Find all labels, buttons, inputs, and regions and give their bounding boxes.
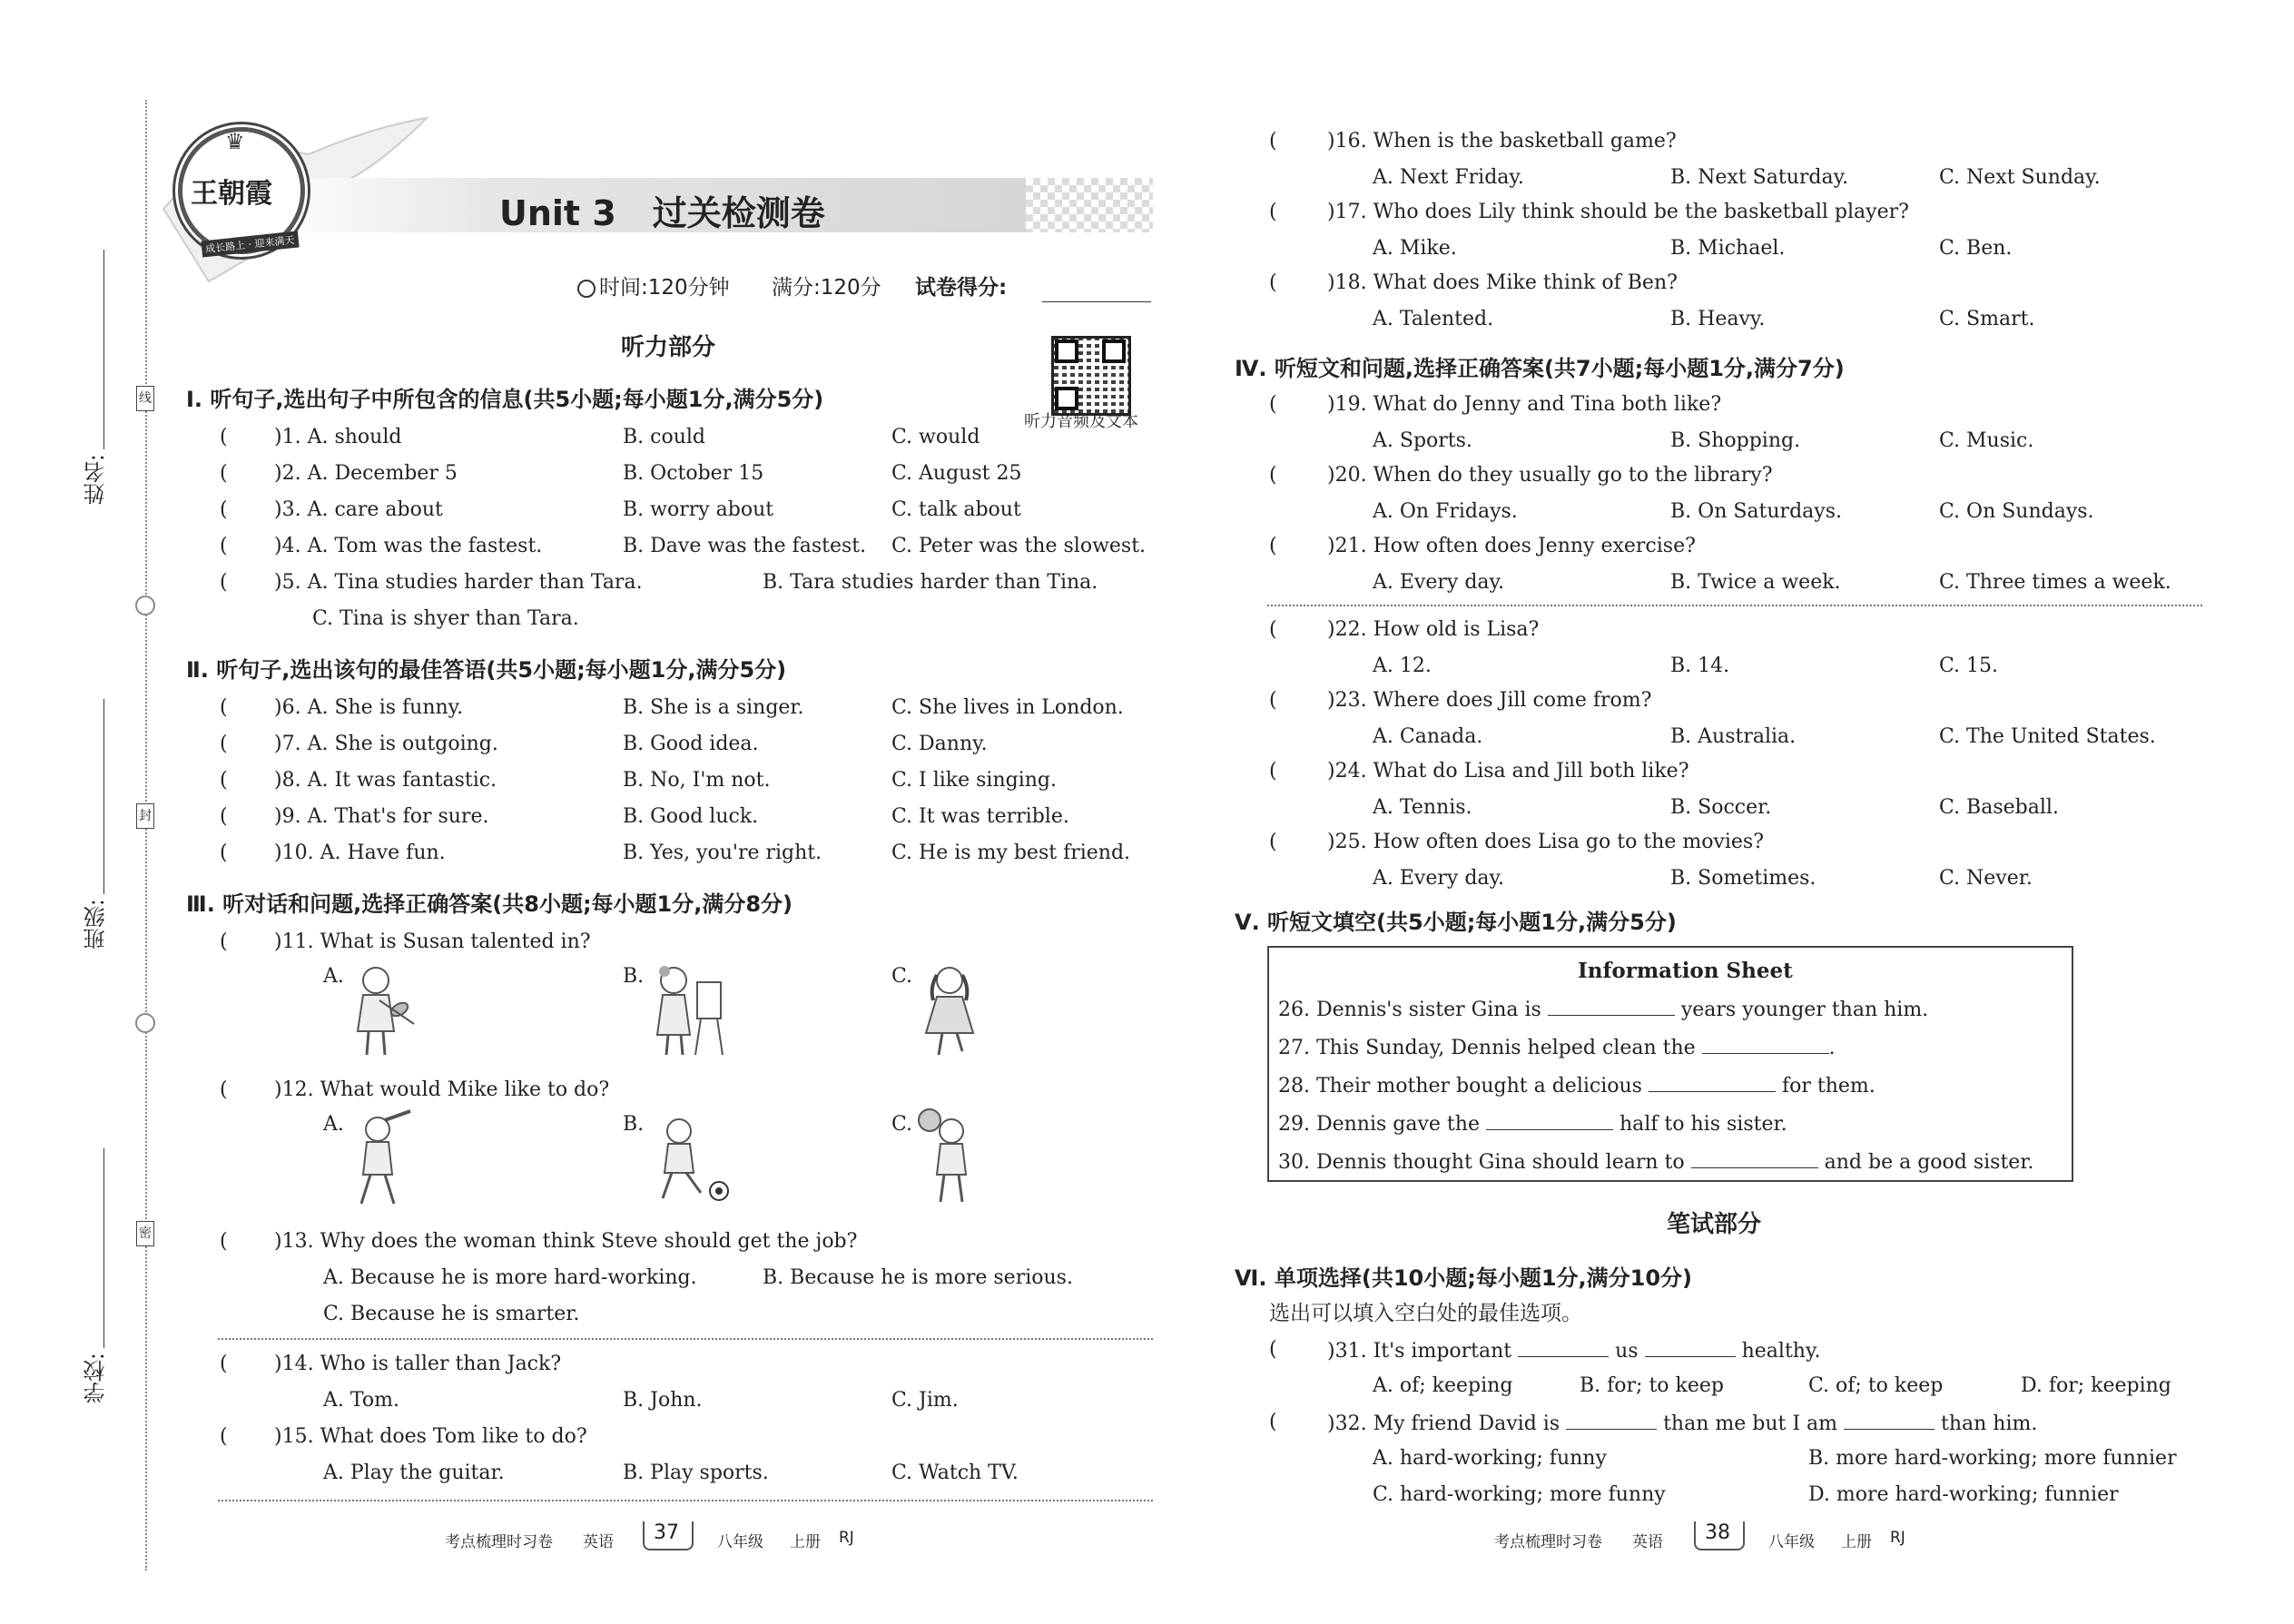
q32-option-a: A. hard-working; funny [1373,1447,1607,1470]
q8-option-b: B. No, I'm not. [623,769,771,792]
q20-option-c: C. On Sundays. [1939,500,2094,523]
q19-question: )19. What do Jenny and Tina both like? [1327,393,1722,416]
blank-27[interactable] [1702,1037,1829,1054]
qr-finder [1102,340,1126,363]
footer-book-left: 考点梳理时习卷 [445,1533,553,1551]
crown-icon: ♛ [225,129,245,154]
answer-paren[interactable]: ( [1269,201,1277,223]
footer-term-left: 上册 [790,1533,821,1551]
information-sheet-title: Information Sheet [1578,959,1793,983]
line26-start: 26. Dennis's sister Gina is [1278,999,1541,1021]
boy-baseball-icon [345,1109,418,1209]
school-blank[interactable] [103,1148,104,1348]
q25-option-c: C. Never. [1939,867,2033,890]
q8-option-c: C. I like singing. [891,769,1057,792]
section2-heading: Ⅱ. 听句子,选出该句的最佳答语(共5小题;每小题1分,满分5分) [186,657,787,683]
answer-paren[interactable]: ( [220,1230,228,1253]
q7-option-c: C. Danny. [891,733,988,755]
q1-option-c: C. would [891,426,980,448]
q16-option-c: C. Next Sunday. [1939,166,2101,189]
line27-start: 27. This Sunday, Dennis helped clean the [1278,1037,1696,1059]
boy-basketball-icon [913,1106,986,1206]
q32-option-d: D. more hard-working; funnier [1808,1483,2119,1506]
unit-subtitle: 过关检测卷 [652,193,825,233]
q6-option-b: B. She is a singer. [623,696,804,719]
q32-option-b: B. more hard-working; more funnier [1808,1447,2177,1470]
q3-option-b: B. worry about [623,498,774,521]
q21-option-b: B. Twice a week. [1670,571,1841,594]
footer-grade-left: 八年级 [717,1533,763,1551]
q18-option-c: C. Smart. [1939,308,2035,330]
page-number-right: 38 [1705,1521,1730,1544]
q3-option-c: C. talk about [891,498,1021,521]
q2-option-c: C. August 25 [891,462,1022,485]
q16-question: )16. When is the basketball game? [1327,130,1677,153]
footer-subject-right: 英语 [1632,1533,1663,1551]
dotted-separator [218,1338,1153,1340]
q7-option-a: )7. A. She is outgoing. [274,733,498,755]
q18-option-a: A. Talented. [1373,308,1494,330]
line-mark-2: 封 [136,803,154,829]
answer-paren[interactable]: ( [220,1425,228,1448]
footer-grade-right: 八年级 [1768,1533,1815,1551]
q11-option-a[interactable]: A. [323,965,344,988]
q24-option-a: A. Tennis. [1373,796,1472,819]
q15-option-a: A. Play the guitar. [323,1462,505,1484]
blank-line-26 [1278,999,1928,1020]
line28-end: for them. [1781,1075,1876,1097]
q9-option-a: )9. A. That's for sure. [274,805,489,828]
q21-question: )21. How often does Jenny exercise? [1327,535,1696,557]
q19-option-a: A. Sports. [1373,429,1472,452]
footer-subject-left: 英语 [583,1533,614,1551]
q31-start: )31. It's important [1327,1340,1512,1363]
qr-caption: 听力音频及文本 [1024,412,1138,431]
blank-31-1[interactable] [1518,1340,1609,1357]
answer-paren[interactable]: ( [1269,831,1277,853]
writing-heading: 笔试部分 [1667,1211,1762,1238]
q13-option-b: B. Because he is more serious. [763,1266,1073,1289]
q19-option-c: C. Music. [1939,429,2034,452]
q20-question: )20. When do they usually go to the library? [1327,464,1773,487]
blank-28[interactable] [1649,1075,1776,1092]
answer-paren[interactable]: ( [1269,464,1277,487]
blank-29[interactable] [1486,1113,1613,1130]
qr-finder [1055,387,1078,410]
q7-option-b: B. Good idea. [623,733,759,755]
q31-option-d: D. for; keeping [2021,1374,2171,1397]
line30-end: and be a good sister. [1824,1151,2034,1174]
school-label: 学校: [84,1353,109,1404]
answer-paren[interactable]: ( [1269,393,1277,416]
q10-option-c: C. He is my best friend. [891,842,1131,864]
q22-option-a: A. 12. [1373,655,1432,677]
blank-31-2[interactable] [1645,1340,1736,1357]
answer-paren[interactable]: ( [220,426,228,448]
q32-end: than him. [1941,1412,2038,1435]
q23-option-b: B. Australia. [1670,725,1797,748]
q5-option-b: B. Tara studies harder than Tina. [763,571,1098,594]
answer-paren[interactable]: ( [220,769,228,792]
q2-option-a: )2. A. December 5 [274,462,458,485]
q23-option-a: A. Canada. [1373,725,1483,748]
q32-option-c: C. hard-working; more funny [1373,1483,1666,1506]
q1-option-b: B. could [623,426,706,448]
blank-line-30 [1278,1151,2033,1173]
line-mark-1: 线 [136,386,154,411]
q5-option-c: C. Tina is shyer than Tara. [312,607,579,630]
section3-heading: Ⅲ. 听对话和问题,选择正确答案(共8小题;每小题1分,满分8分) [186,891,793,917]
line27-end: . [1828,1037,1836,1059]
q11-option-c[interactable]: C. [891,965,913,988]
q6-option-a: )6. A. She is funny. [274,696,464,719]
answer-paren[interactable]: ( [220,571,228,594]
q20-option-b: B. On Saturdays. [1670,500,1842,523]
footer-term-right: 上册 [1841,1533,1872,1551]
q12-question: )12. What would Mike like to do? [274,1078,610,1101]
footer-edition-left: RJ [839,1529,854,1547]
q9-option-c: C. It was terrible. [891,805,1069,828]
q6-option-c: C. She lives in London. [891,696,1124,719]
q31-option-c: C. of; to keep [1808,1374,1944,1397]
q17-option-b: B. Michael. [1670,237,1786,260]
answer-paren[interactable]: ( [220,733,228,755]
q32-question [1327,1412,2037,1434]
q4-option-a: )4. A. Tom was the fastest. [274,535,543,557]
answer-paren[interactable]: ( [220,535,228,557]
class-blank[interactable] [103,699,104,894]
q17-question: )17. Who does Lily think should be the basketball player? [1327,201,1909,223]
q22-question: )22. How old is Lisa? [1327,618,1540,641]
q16-option-b: B. Next Saturday. [1670,166,1849,189]
answer-paren[interactable]: ( [220,1353,228,1375]
name-blank[interactable] [103,250,104,449]
answer-paren[interactable]: ( [220,462,228,485]
q25-question: )25. How often does Lisa go to the movies? [1327,831,1765,853]
q31-option-b: B. for; to keep [1580,1374,1724,1397]
answer-paren[interactable]: ( [1269,689,1277,712]
answer-paren[interactable]: ( [220,498,228,521]
q10-option-a: )10. A. Have fun. [274,842,446,864]
q8-option-a: )8. A. It was fantastic. [274,769,497,792]
q18-option-b: B. Heavy. [1670,308,1766,330]
q3-option-a: )3. A. care about [274,498,443,521]
section6-instruction: 选出可以填入空白处的最佳选项。 [1269,1302,1582,1325]
q17-option-a: A. Mike. [1373,237,1457,260]
answer-paren[interactable]: ( [1269,760,1277,782]
q31-mid: us [1615,1340,1639,1363]
q13-question: )13. Why does the woman think Steve should get the job? [274,1230,858,1253]
answer-paren[interactable]: ( [1269,1411,1277,1433]
q22-option-c: C. 15. [1939,655,1999,677]
section6-heading: Ⅵ. 单项选择(共10小题;每小题1分,满分10分) [1235,1265,1692,1291]
q4-option-c: C. Peter was the slowest. [891,535,1147,557]
answer-paren[interactable]: ( [1269,1338,1277,1361]
q21-option-c: C. Three times a week. [1939,571,2171,594]
blank-32-2[interactable] [1844,1412,1935,1430]
page-number-left: 37 [654,1521,679,1544]
answer-paren[interactable]: ( [1269,618,1277,641]
q31-question [1327,1340,1820,1362]
answer-paren[interactable]: ( [220,842,228,864]
girl-dancing-icon [913,960,986,1060]
q12-option-c[interactable]: C. [891,1113,913,1136]
q4-option-b: B. Dave was the fastest. [623,535,867,557]
brand-name: 王朝霞 [191,178,272,210]
q11-option-b[interactable]: B. [623,965,645,988]
q14-option-a: A. Tom. [323,1389,399,1412]
q15-option-b: B. Play sports. [623,1462,769,1484]
binding-circle-icon [135,1013,155,1033]
clock-icon [577,280,596,298]
q23-question: )23. Where does Jill come from? [1327,689,1652,712]
q15-question: )15. What does Tom like to do? [274,1425,587,1448]
section1-heading: Ⅰ. 听句子,选出句子中所包含的信息(共5小题;每小题1分,满分5分) [186,387,824,412]
footer-edition-right: RJ [1890,1529,1905,1547]
line-mark-3: 密 [136,1221,154,1246]
unit-label: Unit 3 [499,193,616,233]
q32-start: )32. My friend David is [1327,1412,1561,1435]
line28-start: 28. Their mother bought a delicious [1278,1075,1642,1097]
listening-heading: 听力部分 [621,334,716,361]
boy-soccer-icon [645,1113,735,1204]
q24-option-c: C. Baseball. [1939,796,2059,819]
brand-slogan: 成长路上 · 迎来满天 [201,231,299,257]
binding-circle-icon [135,595,155,615]
q14-option-c: C. Jim. [891,1389,959,1412]
name-label: 姓名: [84,454,109,506]
checker-pattern [1026,178,1153,232]
answer-paren[interactable]: ( [1269,535,1277,557]
q32-mid: than me but I am [1663,1412,1838,1435]
binding-dotted-line [145,100,147,1570]
blank-32-1[interactable] [1566,1412,1657,1430]
answer-paren[interactable]: ( [220,930,228,953]
blank-line-27 [1278,1037,1836,1058]
line26-end: years younger than him. [1680,999,1929,1021]
girl-violin-icon [343,960,416,1060]
blank-line-29 [1278,1113,1787,1135]
answer-paren[interactable]: ( [220,805,228,828]
answer-paren[interactable]: ( [1269,271,1277,294]
answer-paren[interactable]: ( [220,696,228,719]
q12-option-a[interactable]: A. [323,1113,344,1136]
girl-painting-icon [645,960,726,1060]
blank-30[interactable] [1691,1151,1818,1168]
q1-option-a: )1. A. should [274,426,402,448]
q16-option-a: A. Next Friday. [1373,166,1524,189]
line29-start: 29. Dennis gave the [1278,1113,1480,1136]
q9-option-b: B. Good luck. [623,805,759,828]
q22-option-b: B. 14. [1670,655,1730,677]
q25-option-a: A. Every day. [1373,867,1505,890]
q31-option-a: A. of; keeping [1373,1374,1513,1397]
q31-end: healthy. [1741,1340,1821,1363]
qr-finder [1055,340,1078,363]
q17-option-c: C. Ben. [1939,237,2013,260]
q13-option-a: A. Because he is more hard-working. [323,1266,697,1289]
exam-time: 时间:120分钟 [599,276,730,300]
q14-question: )14. Who is taller than Jack? [274,1353,562,1375]
q23-option-c: C. The United States. [1939,725,2156,748]
q18-question: )18. What does Mike think of Ben? [1327,271,1678,294]
q15-option-c: C. Watch TV. [891,1462,1019,1484]
line29-end: half to his sister. [1619,1113,1787,1136]
blank-line-28 [1278,1075,1876,1097]
q20-option-a: A. On Fridays. [1373,500,1518,523]
q21-option-a: A. Every day. [1373,571,1505,594]
q12-option-b[interactable]: B. [623,1113,645,1136]
line30-start: 30. Dennis thought Gina should learn to [1278,1151,1685,1174]
q24-question: )24. What do Lisa and Jill both like? [1327,760,1689,782]
answer-paren[interactable]: ( [220,1078,228,1101]
dotted-separator [1267,605,2202,606]
footer-book-right: 考点梳理时习卷 [1494,1533,1602,1551]
q10-option-b: B. Yes, you're right. [623,842,822,864]
q19-option-b: B. Shopping. [1670,429,1801,452]
q11-question: )11. What is Susan talented in? [274,930,591,953]
exam-score-label: 试卷得分: [915,276,1008,300]
q25-option-b: B. Sometimes. [1670,867,1816,890]
section5-heading: Ⅴ. 听短文填空(共5小题;每小题1分,满分5分) [1235,910,1677,935]
class-label: 班级: [84,899,109,950]
dotted-separator [218,1500,1153,1501]
q5-option-a: )5. A. Tina studies harder than Tara. [274,571,643,594]
blank-26[interactable] [1548,999,1675,1016]
q13-option-c: C. Because he is smarter. [323,1303,580,1325]
exam-full-score: 满分:120分 [772,276,881,300]
section4-heading: Ⅳ. 听短文和问题,选择正确答案(共7小题;每小题1分,满分7分) [1235,356,1845,381]
q2-option-b: B. October 15 [623,462,764,485]
q24-option-b: B. Soccer. [1670,796,1772,819]
answer-paren[interactable]: ( [1269,130,1277,153]
unit-title [499,185,825,235]
exam-score-blank[interactable] [1042,301,1151,302]
q14-option-b: B. John. [623,1389,703,1412]
